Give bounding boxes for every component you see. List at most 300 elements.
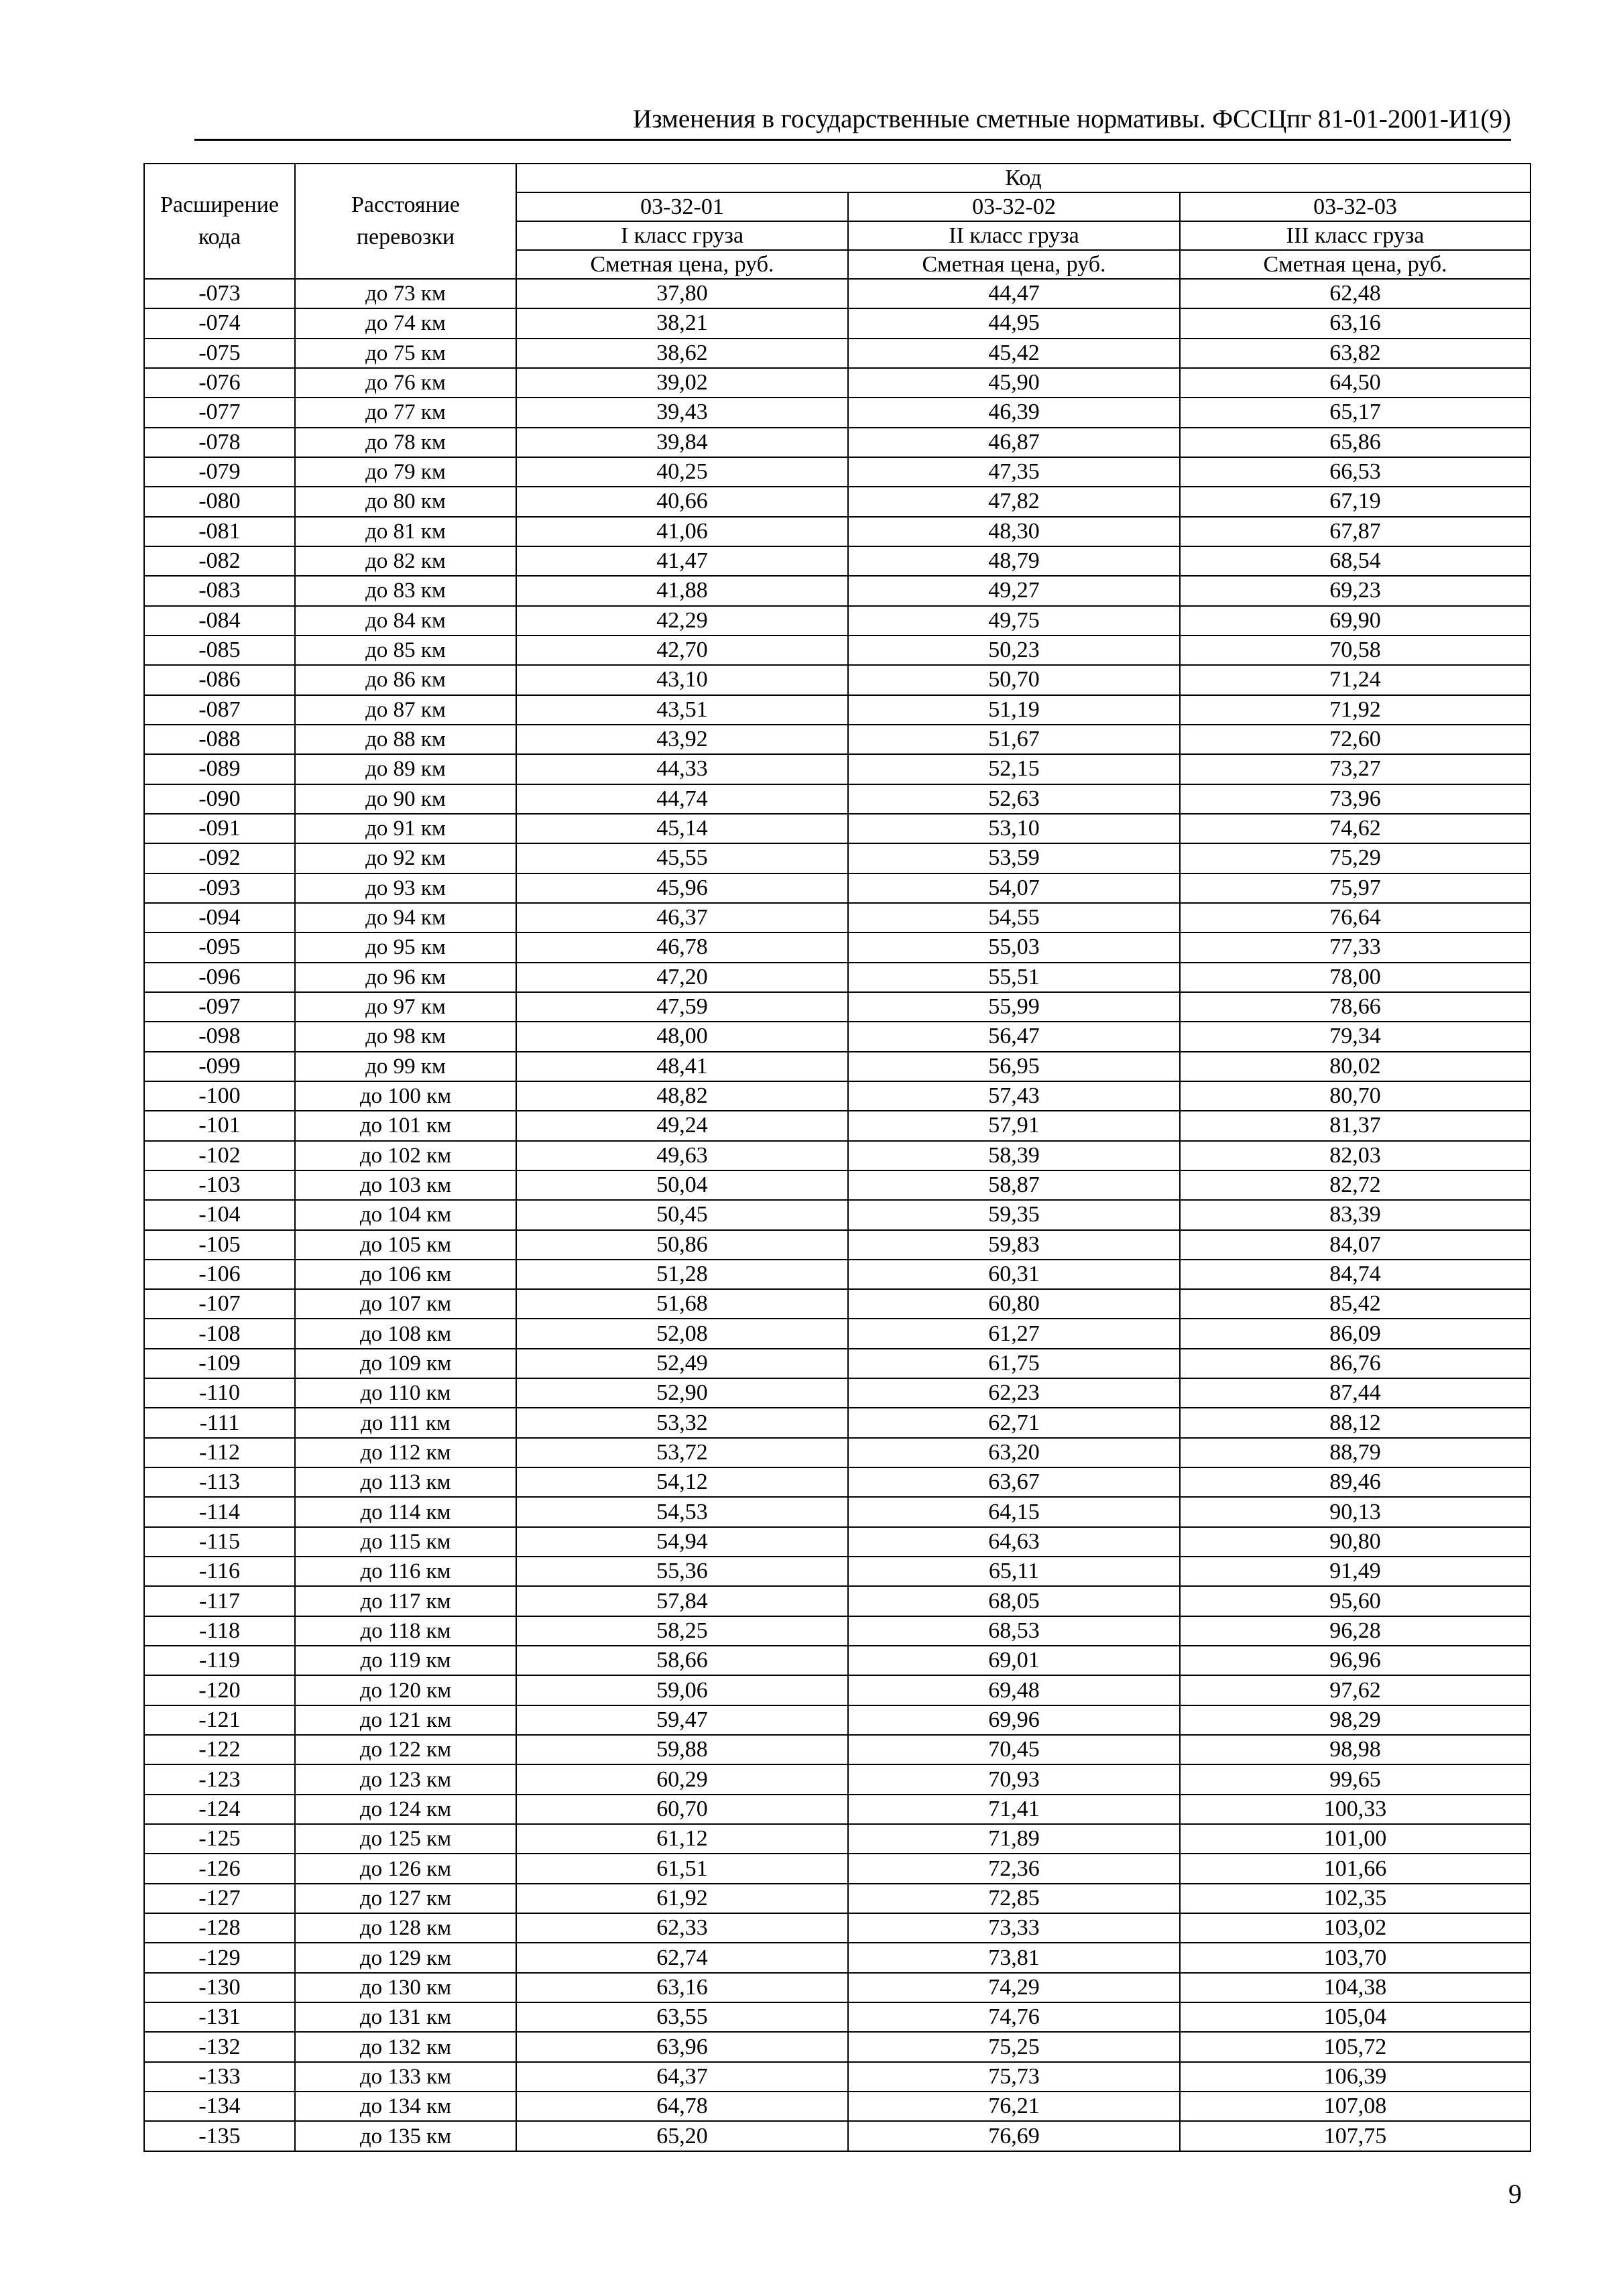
price-class2-cell: 72,85	[848, 1884, 1180, 1913]
table-row	[144, 1230, 1530, 1260]
distance-cell: до 125 км	[295, 1824, 516, 1854]
table-row	[144, 398, 1530, 427]
distance-cell: до 100 км	[295, 1081, 516, 1111]
price-class1-cell: 50,86	[516, 1230, 848, 1260]
price-class1-cell: 61,12	[516, 1824, 848, 1854]
extension-code-cell: -097	[144, 992, 295, 1022]
price-class2-cell: 71,89	[848, 1824, 1180, 1854]
distance-cell: до 110 км	[295, 1378, 516, 1408]
extension-code-cell: -103	[144, 1170, 295, 1200]
price-class2-cell: 51,67	[848, 725, 1180, 754]
table-row	[144, 992, 1530, 1022]
price-class1-cell: 50,04	[516, 1170, 848, 1200]
distance-cell: до 74 км	[295, 308, 516, 338]
price-class1-cell: 41,47	[516, 546, 848, 576]
extension-code-cell: -105	[144, 1230, 295, 1260]
distance-cell: до 132 км	[295, 2032, 516, 2061]
price-class3-cell: 96,28	[1180, 1616, 1530, 1646]
extension-code-cell: -079	[144, 457, 295, 487]
price-class2-cell: 69,96	[848, 1705, 1180, 1735]
price-class1-cell: 46,37	[516, 903, 848, 932]
price-class3-cell: 105,72	[1180, 2032, 1530, 2061]
table-row	[144, 606, 1530, 636]
price-class3-cell: 97,62	[1180, 1675, 1530, 1705]
extension-code-cell: -111	[144, 1408, 295, 1437]
price-class1-cell: 57,84	[516, 1586, 848, 1616]
page-number: 9	[1508, 2179, 1522, 2209]
price-class2-cell: 74,76	[848, 2002, 1180, 2032]
price-class2-cell: 76,69	[848, 2121, 1180, 2151]
price-class1-cell: 39,02	[516, 368, 848, 398]
price-class3-cell: 88,12	[1180, 1408, 1530, 1437]
distance-cell: до 124 км	[295, 1795, 516, 1824]
extension-code-cell: -130	[144, 1973, 295, 2002]
distance-cell: до 83 км	[295, 576, 516, 605]
table-row	[144, 1111, 1530, 1140]
table-row	[144, 963, 1530, 992]
price-class3-cell: 68,54	[1180, 546, 1530, 576]
price-class1-cell: 42,29	[516, 606, 848, 636]
table-row	[144, 1884, 1530, 1913]
extension-code-cell: -106	[144, 1260, 295, 1289]
table-row	[144, 1467, 1530, 1497]
distance-cell: до 135 км	[295, 2121, 516, 2151]
price-class3-cell: 101,00	[1180, 1824, 1530, 1854]
price-class2-cell: 53,59	[848, 843, 1180, 873]
distance-cell: до 126 км	[295, 1854, 516, 1883]
extension-code-cell: -093	[144, 873, 295, 903]
table-row	[144, 1497, 1530, 1526]
extension-code-cell: -123	[144, 1764, 295, 1794]
table-row	[144, 308, 1530, 338]
price-class1-cell: 58,25	[516, 1616, 848, 1646]
table-row	[144, 1973, 1530, 2002]
distance-cell: до 93 км	[295, 873, 516, 903]
price-class2-cell: 60,80	[848, 1289, 1180, 1319]
extension-code-cell: -084	[144, 606, 295, 636]
price-class1-cell: 44,74	[516, 784, 848, 814]
table-row	[144, 1438, 1530, 1467]
price-class1-cell: 60,29	[516, 1764, 848, 1794]
col-header-distance-line2: перевозки	[356, 225, 455, 249]
price-class3-cell: 88,79	[1180, 1438, 1530, 1467]
price-class1-cell: 64,37	[516, 2062, 848, 2092]
table-row	[144, 1586, 1530, 1616]
distance-cell: до 73 км	[295, 279, 516, 308]
table-row	[144, 2002, 1530, 2032]
distance-cell: до 113 км	[295, 1467, 516, 1497]
price-class3-cell: 86,76	[1180, 1349, 1530, 1378]
extension-code-cell: -114	[144, 1497, 295, 1526]
price-class2-cell: 53,10	[848, 814, 1180, 843]
distance-cell: до 103 км	[295, 1170, 516, 1200]
table-row	[144, 1527, 1530, 1557]
distance-cell: до 117 км	[295, 1586, 516, 1616]
price-class2-cell: 63,67	[848, 1467, 1180, 1497]
distance-cell: до 87 км	[295, 695, 516, 725]
distance-cell: до 105 км	[295, 1230, 516, 1260]
price-class3-cell: 69,90	[1180, 606, 1530, 636]
extension-code-cell: -132	[144, 2032, 295, 2061]
distance-cell: до 130 км	[295, 1973, 516, 2002]
price-table-head	[144, 164, 1530, 279]
extension-code-cell: -116	[144, 1557, 295, 1586]
extension-code-cell: -101	[144, 1111, 295, 1140]
price-class3-cell: 90,13	[1180, 1497, 1530, 1526]
cargo-class-3: III класс груза	[1180, 221, 1530, 250]
table-row	[144, 368, 1530, 398]
price-class1-cell: 62,74	[516, 1943, 848, 1972]
price-class1-cell: 52,49	[516, 1349, 848, 1378]
distance-cell: до 107 км	[295, 1289, 516, 1319]
col-header-code: Код	[516, 164, 1530, 192]
price-class2-cell: 59,83	[848, 1230, 1180, 1260]
table-row	[144, 903, 1530, 932]
distance-cell: до 109 км	[295, 1349, 516, 1378]
price-class3-cell: 104,38	[1180, 1973, 1530, 2002]
table-row	[144, 1913, 1530, 1943]
extension-code-cell: -112	[144, 1438, 295, 1467]
distance-cell: до 97 км	[295, 992, 516, 1022]
price-class3-cell: 63,82	[1180, 339, 1530, 368]
price-class2-cell: 50,23	[848, 636, 1180, 665]
price-class1-cell: 51,68	[516, 1289, 848, 1319]
price-class1-cell: 38,21	[516, 308, 848, 338]
price-class3-cell: 107,75	[1180, 2121, 1530, 2151]
price-class1-cell: 41,88	[516, 576, 848, 605]
price-class2-cell: 56,47	[848, 1022, 1180, 1051]
table-row	[144, 843, 1530, 873]
distance-cell: до 102 км	[295, 1141, 516, 1170]
extension-code-cell: -094	[144, 903, 295, 932]
price-class2-cell: 72,36	[848, 1854, 1180, 1883]
table-row	[144, 1141, 1530, 1170]
table-row	[144, 1260, 1530, 1289]
table-row	[144, 1764, 1530, 1794]
price-table	[143, 163, 1531, 2152]
distance-cell: до 98 км	[295, 1022, 516, 1051]
distance-cell: до 131 км	[295, 2002, 516, 2032]
extension-code-cell: -078	[144, 428, 295, 457]
price-class3-cell: 70,58	[1180, 636, 1530, 665]
price-class2-cell: 63,20	[848, 1438, 1180, 1467]
table-row	[144, 1705, 1530, 1735]
price-class2-cell: 50,70	[848, 665, 1180, 694]
price-class3-cell: 98,98	[1180, 1735, 1530, 1764]
distance-cell: до 111 км	[295, 1408, 516, 1437]
extension-code-cell: -104	[144, 1200, 295, 1229]
price-class1-cell: 48,82	[516, 1081, 848, 1111]
price-class2-cell: 73,81	[848, 1943, 1180, 1972]
price-class3-cell: 107,08	[1180, 2092, 1530, 2121]
extension-code-cell: -073	[144, 279, 295, 308]
table-row	[144, 487, 1530, 516]
price-class2-cell: 56,95	[848, 1052, 1180, 1081]
table-row	[144, 576, 1530, 605]
price-class1-cell: 49,24	[516, 1111, 848, 1140]
extension-code-cell: -099	[144, 1052, 295, 1081]
price-class2-cell: 55,99	[848, 992, 1180, 1022]
price-class2-cell: 68,53	[848, 1616, 1180, 1646]
price-class2-cell: 52,63	[848, 784, 1180, 814]
distance-cell: до 86 км	[295, 665, 516, 694]
price-class3-cell: 73,27	[1180, 754, 1530, 784]
table-row	[144, 1854, 1530, 1883]
price-class2-cell: 44,95	[848, 308, 1180, 338]
price-class1-cell: 44,33	[516, 754, 848, 784]
distance-cell: до 114 км	[295, 1497, 516, 1526]
price-class1-cell: 48,41	[516, 1052, 848, 1081]
table-row	[144, 636, 1530, 665]
price-class2-cell: 70,45	[848, 1735, 1180, 1764]
price-label-2: Сметная цена, руб.	[848, 250, 1180, 279]
price-class3-cell: 63,16	[1180, 308, 1530, 338]
price-class1-cell: 39,84	[516, 428, 848, 457]
price-class1-cell: 50,45	[516, 1200, 848, 1229]
price-class3-cell: 83,39	[1180, 1200, 1530, 1229]
table-row	[144, 784, 1530, 814]
extension-code-cell: -083	[144, 576, 295, 605]
price-class1-cell: 43,51	[516, 695, 848, 725]
table-row	[144, 2092, 1530, 2121]
price-class2-cell: 64,15	[848, 1497, 1180, 1526]
price-class3-cell: 75,29	[1180, 843, 1530, 873]
extension-code-cell: -118	[144, 1616, 295, 1646]
price-class2-cell: 57,91	[848, 1111, 1180, 1140]
extension-code-cell: -115	[144, 1527, 295, 1557]
price-class1-cell: 62,33	[516, 1913, 848, 1943]
price-class2-cell: 49,27	[848, 576, 1180, 605]
price-class2-cell: 48,79	[848, 546, 1180, 576]
distance-cell: до 92 км	[295, 843, 516, 873]
table-row	[144, 546, 1530, 576]
price-class2-cell: 48,30	[848, 517, 1180, 546]
price-class2-cell: 58,39	[848, 1141, 1180, 1170]
table-row	[144, 1795, 1530, 1824]
price-class1-cell: 47,59	[516, 992, 848, 1022]
price-class1-cell: 38,62	[516, 339, 848, 368]
distance-cell: до 96 км	[295, 963, 516, 992]
extension-code-cell: -109	[144, 1349, 295, 1378]
price-class2-cell: 69,48	[848, 1675, 1180, 1705]
distance-cell: до 104 км	[295, 1200, 516, 1229]
price-class1-cell: 61,92	[516, 1884, 848, 1913]
code-03-32-02: 03-32-02	[848, 192, 1180, 221]
distance-cell: до 120 км	[295, 1675, 516, 1705]
distance-cell: до 106 км	[295, 1260, 516, 1289]
price-class3-cell: 96,96	[1180, 1646, 1530, 1675]
price-class1-cell: 45,14	[516, 814, 848, 843]
distance-cell: до 99 км	[295, 1052, 516, 1081]
price-class3-cell: 81,37	[1180, 1111, 1530, 1140]
table-row	[144, 1289, 1530, 1319]
price-class3-cell: 80,02	[1180, 1052, 1530, 1081]
table-row	[144, 873, 1530, 903]
distance-cell: до 88 км	[295, 725, 516, 754]
price-class3-cell: 102,35	[1180, 1884, 1530, 1913]
price-label-3: Сметная цена, руб.	[1180, 250, 1530, 279]
price-class1-cell: 58,66	[516, 1646, 848, 1675]
price-class1-cell: 54,94	[516, 1527, 848, 1557]
extension-code-cell: -107	[144, 1289, 295, 1319]
distance-cell: до 118 км	[295, 1616, 516, 1646]
price-class2-cell: 64,63	[848, 1527, 1180, 1557]
table-row	[144, 457, 1530, 487]
price-class2-cell: 55,51	[848, 963, 1180, 992]
price-class2-cell: 65,11	[848, 1557, 1180, 1586]
distance-cell: до 108 км	[295, 1319, 516, 1348]
price-class3-cell: 71,92	[1180, 695, 1530, 725]
distance-cell: до 121 км	[295, 1705, 516, 1735]
table-row	[144, 1170, 1530, 1200]
price-class1-cell: 39,43	[516, 398, 848, 427]
price-class3-cell: 82,03	[1180, 1141, 1530, 1170]
distance-cell: до 127 км	[295, 1884, 516, 1913]
price-class1-cell: 40,66	[516, 487, 848, 516]
extension-code-cell: -096	[144, 963, 295, 992]
distance-cell: до 115 км	[295, 1527, 516, 1557]
price-class3-cell: 78,00	[1180, 963, 1530, 992]
table-row	[144, 754, 1530, 784]
price-class2-cell: 68,05	[848, 1586, 1180, 1616]
distance-cell: до 91 км	[295, 814, 516, 843]
price-class1-cell: 63,96	[516, 2032, 848, 2061]
price-class3-cell: 64,50	[1180, 368, 1530, 398]
extension-code-cell: -075	[144, 339, 295, 368]
extension-code-cell: -113	[144, 1467, 295, 1497]
price-class2-cell: 59,35	[848, 1200, 1180, 1229]
table-row	[144, 1378, 1530, 1408]
price-class3-cell: 105,04	[1180, 2002, 1530, 2032]
price-class3-cell: 74,62	[1180, 814, 1530, 843]
price-class1-cell: 45,55	[516, 843, 848, 873]
price-class2-cell: 60,31	[848, 1260, 1180, 1289]
price-class3-cell: 76,64	[1180, 903, 1530, 932]
price-class1-cell: 59,88	[516, 1735, 848, 1764]
extension-code-cell: -090	[144, 784, 295, 814]
price-class3-cell: 84,74	[1180, 1260, 1530, 1289]
price-class2-cell: 52,15	[848, 754, 1180, 784]
extension-code-cell: -081	[144, 517, 295, 546]
extension-code-cell: -076	[144, 368, 295, 398]
price-class1-cell: 64,78	[516, 2092, 848, 2121]
price-class3-cell: 103,70	[1180, 1943, 1530, 1972]
price-class2-cell: 75,25	[848, 2032, 1180, 2061]
price-class3-cell: 101,66	[1180, 1854, 1530, 1883]
price-class3-cell: 65,86	[1180, 428, 1530, 457]
price-class3-cell: 79,34	[1180, 1022, 1530, 1051]
extension-code-cell: -125	[144, 1824, 295, 1854]
price-class2-cell: 46,39	[848, 398, 1180, 427]
extension-code-cell: -087	[144, 695, 295, 725]
extension-code-cell: -092	[144, 843, 295, 873]
table-row	[144, 279, 1530, 308]
price-class1-cell: 59,47	[516, 1705, 848, 1735]
table-row	[144, 2062, 1530, 2092]
price-class1-cell: 63,16	[516, 1973, 848, 2002]
price-class2-cell: 61,75	[848, 1349, 1180, 1378]
price-class2-cell: 46,87	[848, 428, 1180, 457]
extension-code-cell: -086	[144, 665, 295, 694]
price-class3-cell: 77,33	[1180, 932, 1530, 962]
price-class1-cell: 52,08	[516, 1319, 848, 1348]
price-table-body	[144, 279, 1530, 2151]
price-class1-cell: 54,53	[516, 1497, 848, 1526]
extension-code-cell: -126	[144, 1854, 295, 1883]
extension-code-cell: -121	[144, 1705, 295, 1735]
price-class2-cell: 45,42	[848, 339, 1180, 368]
price-class1-cell: 60,70	[516, 1795, 848, 1824]
price-class3-cell: 72,60	[1180, 725, 1530, 754]
table-row	[144, 1022, 1530, 1051]
distance-cell: до 77 км	[295, 398, 516, 427]
distance-cell: до 123 км	[295, 1764, 516, 1794]
price-class3-cell: 106,39	[1180, 2062, 1530, 2092]
extension-code-cell: -095	[144, 932, 295, 962]
price-class2-cell: 47,35	[848, 457, 1180, 487]
extension-code-cell: -082	[144, 546, 295, 576]
distance-cell: до 84 км	[295, 606, 516, 636]
table-row	[144, 339, 1530, 368]
extension-code-cell: -110	[144, 1378, 295, 1408]
price-class1-cell: 41,06	[516, 517, 848, 546]
extension-code-cell: -085	[144, 636, 295, 665]
price-class3-cell: 98,29	[1180, 1705, 1530, 1735]
price-class1-cell: 43,92	[516, 725, 848, 754]
distance-cell: до 85 км	[295, 636, 516, 665]
price-class2-cell: 74,29	[848, 1973, 1180, 2002]
extension-code-cell: -133	[144, 2062, 295, 2092]
price-class1-cell: 49,63	[516, 1141, 848, 1170]
price-class1-cell: 43,10	[516, 665, 848, 694]
table-row	[144, 1052, 1530, 1081]
table-row	[144, 665, 1530, 694]
price-class2-cell: 69,01	[848, 1646, 1180, 1675]
extension-code-cell: -088	[144, 725, 295, 754]
table-row	[144, 2032, 1530, 2061]
price-class1-cell: 53,72	[516, 1438, 848, 1467]
price-class2-cell: 51,19	[848, 695, 1180, 725]
price-class2-cell: 73,33	[848, 1913, 1180, 1943]
price-class1-cell: 47,20	[516, 963, 848, 992]
price-class2-cell: 61,27	[848, 1319, 1180, 1348]
price-class3-cell: 66,53	[1180, 457, 1530, 487]
distance-cell: до 80 км	[295, 487, 516, 516]
distance-cell: до 76 км	[295, 368, 516, 398]
price-class3-cell: 103,02	[1180, 1913, 1530, 1943]
table-row	[144, 1616, 1530, 1646]
price-class3-cell: 87,44	[1180, 1378, 1530, 1408]
price-class2-cell: 75,73	[848, 2062, 1180, 2092]
price-class1-cell: 55,36	[516, 1557, 848, 1586]
table-row	[144, 1824, 1530, 1854]
price-class2-cell: 57,43	[848, 1081, 1180, 1111]
price-class3-cell: 89,46	[1180, 1467, 1530, 1497]
price-class3-cell: 91,49	[1180, 1557, 1530, 1586]
price-class2-cell: 71,41	[848, 1795, 1180, 1824]
price-class2-cell: 70,93	[848, 1764, 1180, 1794]
price-class3-cell: 78,66	[1180, 992, 1530, 1022]
price-class3-cell: 82,72	[1180, 1170, 1530, 1200]
extension-code-cell: -098	[144, 1022, 295, 1051]
col-header-extension-line2: кода	[198, 225, 241, 249]
extension-code-cell: -080	[144, 487, 295, 516]
price-class2-cell: 76,21	[848, 2092, 1180, 2121]
extension-code-cell: -091	[144, 814, 295, 843]
extension-code-cell: -120	[144, 1675, 295, 1705]
distance-cell: до 129 км	[295, 1943, 516, 1972]
table-row	[144, 1319, 1530, 1348]
